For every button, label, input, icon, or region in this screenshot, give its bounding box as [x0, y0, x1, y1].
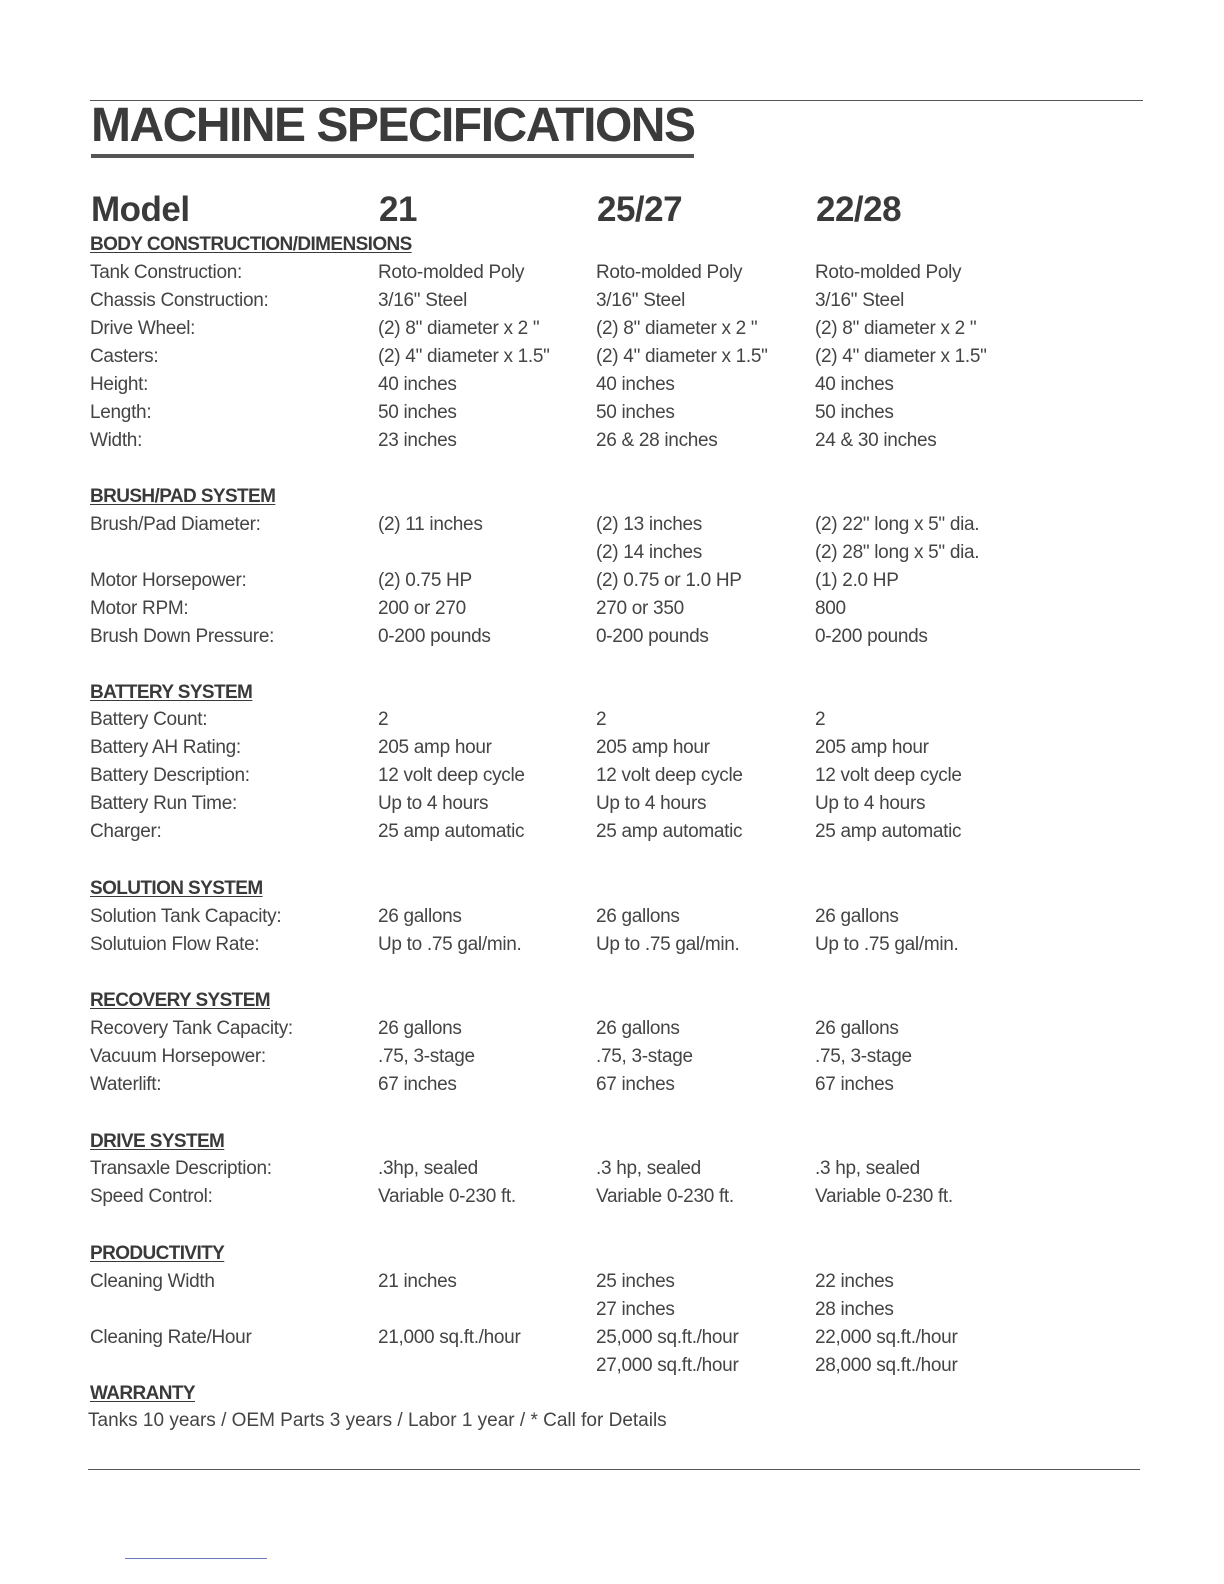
spec-row [0, 623, 1224, 651]
spec-value-21: (2) 11 inches [378, 514, 483, 535]
spec-value-22-28: 28 inches [815, 1299, 894, 1320]
spec-value-21: 40 inches [378, 374, 457, 395]
spec-value-22-28: (2) 22" long x 5" dia. [815, 514, 980, 535]
spec-value-22-28: 28,000 sq.ft./hour [815, 1355, 958, 1376]
spec-row [0, 427, 1224, 455]
spec-label: Battery Description: [90, 765, 250, 786]
spec-label: Recovery Tank Capacity: [90, 1018, 293, 1039]
spec-value-25-27: 27,000 sq.ft./hour [596, 1355, 739, 1376]
spec-value-25-27: 270 or 350 [596, 598, 684, 619]
spec-value-21: 25 amp automatic [378, 821, 525, 842]
spec-value-25-27: 2 [596, 709, 607, 730]
spec-label: Width: [90, 430, 143, 451]
spec-label: Brush/Pad Diameter: [90, 514, 261, 535]
spec-row [0, 734, 1224, 762]
spec-value-22-28: 205 amp hour [815, 737, 929, 758]
spec-value-25-27: 3/16" Steel [596, 290, 686, 311]
spec-value-22-28: .3 hp, sealed [815, 1158, 920, 1179]
spec-value-21: 50 inches [378, 402, 457, 423]
spec-label: Vacuum Horsepower: [90, 1046, 266, 1067]
spec-value-25-27: 27 inches [596, 1299, 675, 1320]
spec-row [0, 595, 1224, 623]
spec-value-25-27: (2) 0.75 or 1.0 HP [596, 570, 742, 591]
model-header-label: Model [91, 190, 190, 229]
spec-value-21: 23 inches [378, 430, 457, 451]
spec-row [0, 931, 1224, 959]
section-title: BODY CONSTRUCTION/DIMENSIONS [90, 234, 412, 255]
spec-value-21: 26 gallons [378, 906, 462, 927]
spec-value-21: 21 inches [378, 1271, 457, 1292]
spec-label: Motor Horsepower: [90, 570, 247, 591]
spec-label: Solutuion Flow Rate: [90, 934, 260, 955]
spec-value-25-27: .3 hp, sealed [596, 1158, 701, 1179]
spec-value-22-28: 26 gallons [815, 906, 899, 927]
spec-row [0, 1043, 1224, 1071]
spec-value-25-27: Up to 4 hours [596, 793, 707, 814]
spec-value-21: 67 inches [378, 1074, 457, 1095]
spec-value-21: Variable 0-230 ft. [378, 1186, 516, 1207]
section-title: RECOVERY SYSTEM [90, 990, 270, 1011]
section-title-warranty: WARRANTY [90, 1383, 195, 1404]
spec-label: Casters: [90, 346, 159, 367]
spec-row [0, 567, 1224, 595]
spec-label: Tank Construction: [90, 262, 242, 283]
spec-value-25-27: (2) 13 inches [596, 514, 702, 535]
spec-value-25-27: 205 amp hour [596, 737, 710, 758]
spec-label: Waterlift: [90, 1074, 162, 1095]
spec-label: Cleaning Width [90, 1271, 215, 1292]
spec-value-22-28: .75, 3-stage [815, 1046, 912, 1067]
spec-value-22-28: (2) 4" diameter x 1.5" [815, 346, 987, 367]
spec-value-22-28: 40 inches [815, 374, 894, 395]
section-title: BATTERY SYSTEM [90, 682, 253, 703]
spec-value-21: 26 gallons [378, 1018, 462, 1039]
spec-value-21: (2) 4" diameter x 1.5" [378, 346, 550, 367]
spec-value-21: Up to 4 hours [378, 793, 489, 814]
spec-row [0, 343, 1224, 371]
model-header-22-28: 22/28 [816, 190, 902, 229]
model-header-21: 21 [379, 190, 417, 229]
spec-row [0, 706, 1224, 734]
section-title: BRUSH/PAD SYSTEM [90, 486, 276, 507]
spec-row [0, 762, 1224, 790]
section-title: DRIVE SYSTEM [90, 1131, 225, 1152]
spec-value-22-28: (1) 2.0 HP [815, 570, 899, 591]
spec-value-25-27: Variable 0-230 ft. [596, 1186, 734, 1207]
spec-label: Charger: [90, 821, 162, 842]
spec-value-22-28: 22,000 sq.ft./hour [815, 1327, 958, 1348]
spec-value-22-28: 25 amp automatic [815, 821, 962, 842]
spec-value-25-27: 12 volt deep cycle [596, 765, 743, 786]
spec-label: Brush Down Pressure: [90, 626, 275, 647]
spec-label: Height: [90, 374, 149, 395]
spec-row [0, 1071, 1224, 1099]
spec-value-22-28: (2) 8" diameter x 2 " [815, 318, 977, 339]
spec-value-25-27: 26 gallons [596, 906, 680, 927]
spec-label: Battery Run Time: [90, 793, 237, 814]
spec-value-22-28: Up to .75 gal/min. [815, 934, 959, 955]
spec-value-21: .75, 3-stage [378, 1046, 475, 1067]
spec-value-22-28: 800 [815, 598, 846, 619]
section-title: PRODUCTIVITY [90, 1243, 225, 1264]
spec-value-25-27: 40 inches [596, 374, 675, 395]
spec-value-25-27: (2) 4" diameter x 1.5" [596, 346, 768, 367]
spec-value-22-28: Up to 4 hours [815, 793, 926, 814]
spec-value-21: Up to .75 gal/min. [378, 934, 522, 955]
spec-value-22-28: 26 gallons [815, 1018, 899, 1039]
spec-value-25-27: 26 & 28 inches [596, 430, 718, 451]
spec-value-21: Roto-molded Poly [378, 262, 525, 283]
spec-label: Transaxle Description: [90, 1158, 272, 1179]
spec-label: Cleaning Rate/Hour [90, 1327, 252, 1348]
spec-value-22-28: 3/16" Steel [815, 290, 905, 311]
spec-label: Drive Wheel: [90, 318, 196, 339]
spec-row [0, 315, 1224, 343]
spec-row [0, 1352, 1224, 1380]
warranty-text: Tanks 10 years / OEM Parts 3 years / Labor 1 year / * Call for Details [88, 1410, 667, 1431]
spec-label: Battery AH Rating: [90, 737, 241, 758]
spec-row [0, 1296, 1224, 1324]
spec-row [0, 287, 1224, 315]
spec-value-22-28: Variable 0-230 ft. [815, 1186, 953, 1207]
spec-label: Solution Tank Capacity: [90, 906, 282, 927]
spec-row [0, 1268, 1224, 1296]
spec-value-22-28: 50 inches [815, 402, 894, 423]
spec-value-25-27: Up to .75 gal/min. [596, 934, 740, 955]
spec-value-22-28: 12 volt deep cycle [815, 765, 962, 786]
spec-value-21: 0-200 pounds [378, 626, 491, 647]
spec-value-21: 2 [378, 709, 389, 730]
spec-value-25-27: 25,000 sq.ft./hour [596, 1327, 739, 1348]
spec-row [0, 259, 1224, 287]
spec-row [0, 399, 1224, 427]
spec-value-25-27: 25 inches [596, 1271, 675, 1292]
spec-value-22-28: 22 inches [815, 1271, 894, 1292]
spec-value-25-27: .75, 3-stage [596, 1046, 693, 1067]
spec-value-22-28: 2 [815, 709, 826, 730]
spec-label: Chassis Construction: [90, 290, 269, 311]
spec-value-21: 21,000 sq.ft./hour [378, 1327, 521, 1348]
spec-value-25-27: 0-200 pounds [596, 626, 709, 647]
spec-value-25-27: Roto-molded Poly [596, 262, 743, 283]
spec-value-22-28: Roto-molded Poly [815, 262, 962, 283]
spec-row [0, 903, 1224, 931]
spec-row [0, 539, 1224, 567]
spec-value-25-27: (2) 8" diameter x 2 " [596, 318, 758, 339]
spec-row [0, 1324, 1224, 1352]
spec-value-21: 205 amp hour [378, 737, 492, 758]
spec-value-21: 12 volt deep cycle [378, 765, 525, 786]
spec-label: Length: [90, 402, 152, 423]
footer-rule [125, 1558, 267, 1559]
spec-row [0, 511, 1224, 539]
spec-value-22-28: 0-200 pounds [815, 626, 928, 647]
page-title: MACHINE SPECIFICATIONS [91, 98, 694, 158]
spec-value-25-27: 26 gallons [596, 1018, 680, 1039]
spec-value-22-28: 24 & 30 inches [815, 430, 937, 451]
spec-value-22-28: (2) 28" long x 5" dia. [815, 542, 980, 563]
model-header-25-27: 25/27 [597, 190, 683, 229]
spec-label: Speed Control: [90, 1186, 213, 1207]
spec-value-21: .3hp, sealed [378, 1158, 478, 1179]
spec-value-25-27: (2) 14 inches [596, 542, 702, 563]
spec-value-25-27: 50 inches [596, 402, 675, 423]
spec-label: Battery Count: [90, 709, 208, 730]
spec-row [0, 371, 1224, 399]
spec-row [0, 1183, 1224, 1211]
spec-row [0, 818, 1224, 846]
bottom-rule [88, 1469, 1140, 1470]
spec-value-21: 3/16" Steel [378, 290, 468, 311]
spec-value-21: (2) 8" diameter x 2 " [378, 318, 540, 339]
spec-row [0, 790, 1224, 818]
spec-value-22-28: 67 inches [815, 1074, 894, 1095]
spec-value-25-27: 67 inches [596, 1074, 675, 1095]
spec-row [0, 1015, 1224, 1043]
spec-label: Motor RPM: [90, 598, 189, 619]
spec-value-25-27: 25 amp automatic [596, 821, 743, 842]
spec-value-21: 200 or 270 [378, 598, 466, 619]
section-title: SOLUTION SYSTEM [90, 878, 263, 899]
spec-row [0, 1155, 1224, 1183]
spec-value-21: (2) 0.75 HP [378, 570, 472, 591]
